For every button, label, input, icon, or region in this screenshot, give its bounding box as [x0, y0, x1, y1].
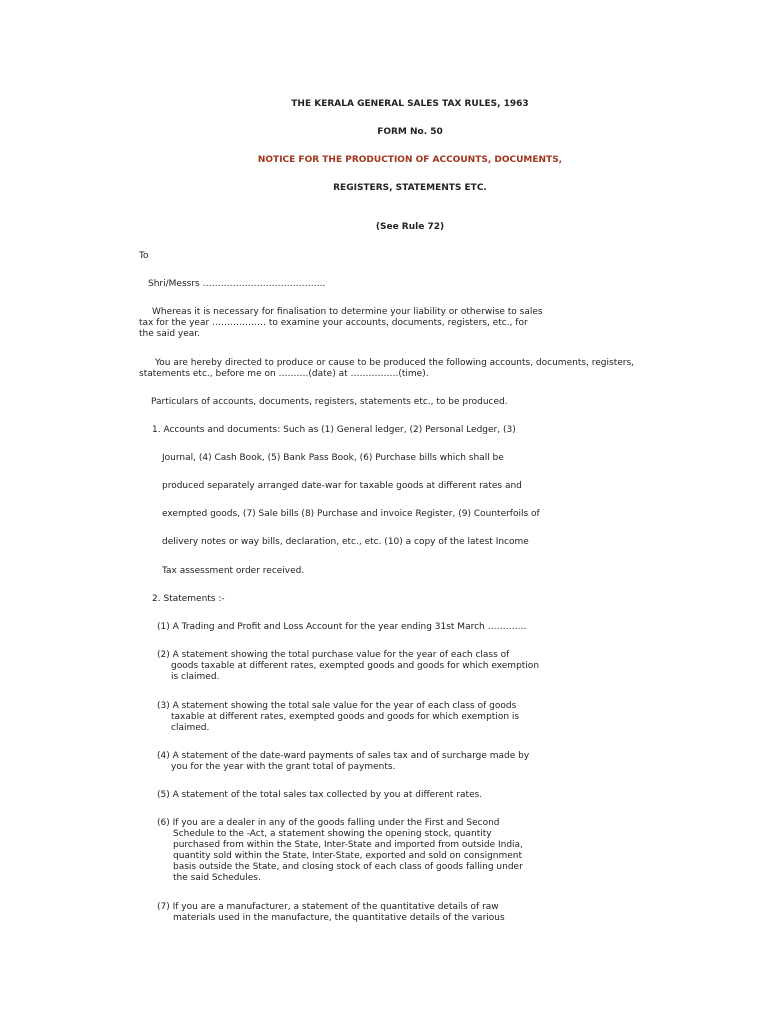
accounts-line-2: Journal, (4) Cash Book, (5) Bank Pass Book, (6) Purchase bills which shall be	[162, 453, 504, 463]
statement-7-line-2: materials used in the manufacture, the quantitative details of the various	[173, 913, 505, 923]
whereas-line-1: Whereas it is necessary for finalisation to determine your liability or otherwise to sales	[152, 307, 543, 317]
document-title: THE KERALA GENERAL SALES TAX RULES, 1963	[291, 99, 529, 109]
accounts-line-4: exempted goods, (7) Sale bills (8) Purchase and invoice Register, (9) Counterfoils of	[162, 509, 540, 519]
statement-6-line-1: (6) If you are a dealer in any of the goods falling under the First and Second	[157, 818, 500, 828]
statement-2-line-1: (2) A statement showing the total purchase value for the year of each class of	[157, 650, 510, 660]
addressee-to: To	[139, 251, 149, 261]
whereas-line-3: the said year.	[139, 329, 201, 339]
statement-6-line-4: quantity sold within the State, Inter-State, exported and sold on consignment	[173, 851, 523, 861]
statement-3-line-2: taxable at different rates, exempted goods and goods for which exemption is	[171, 712, 520, 722]
notice-heading-line-2: REGISTERS, STATEMENTS ETC.	[333, 183, 487, 193]
addressee-name: Shri/Messrs …………………………………..	[148, 279, 326, 289]
statement-6-line-5: basis outside the State, and closing stock of each class of goods falling under	[173, 862, 523, 872]
notice-heading-line-1: NOTICE FOR THE PRODUCTION OF ACCOUNTS, DOCUMENTS,	[257, 155, 563, 165]
statements-heading: 2. Statements :-	[152, 594, 225, 604]
accounts-line-6: Tax assessment order received.	[162, 566, 305, 576]
statement-3-line-1: (3) A statement showing the total sale value for the year of each class of goods	[157, 701, 517, 711]
statement-6-line-3: purchased from within the State, Inter-State and imported from outside India,	[173, 840, 523, 850]
form-number: FORM No. 50	[377, 127, 443, 137]
directed-line-1: You are hereby directed to produce or cause to be produced the following accounts, documents, registers,	[155, 358, 635, 368]
statement-2-line-3: is claimed.	[171, 672, 220, 682]
accounts-line-1: 1. Accounts and documents: Such as (1) General ledger, (2) Personal Ledger, (3)	[152, 425, 516, 435]
accounts-line-5: delivery notes or way bills, declaration, etc., etc. (10) a copy of the latest Income	[162, 537, 529, 547]
statement-2-line-2: goods taxable at different rates, exempted goods and goods for which exemption	[171, 661, 540, 671]
whereas-line-2: tax for the year ……………… to examine your accounts, documents, registers, etc., for	[139, 318, 528, 328]
accounts-line-3: produced separately arranged date-war for taxable goods at different rates and	[162, 481, 522, 491]
directed-line-2: statements etc., before me on ……….(date) at …………….(time).	[139, 369, 429, 379]
statement-5: (5) A statement of the total sales tax collected by you at different rates.	[157, 790, 483, 800]
statement-3-line-3: claimed.	[171, 723, 210, 733]
statement-6-line-6: the said Schedules.	[173, 873, 261, 883]
rule-reference: (See Rule 72)	[375, 222, 445, 232]
statement-6-line-2: Schedule to the -Act, a statement showing the opening stock, quantity	[173, 829, 492, 839]
statement-4-line-2: you for the year with the grant total of payments.	[171, 762, 396, 772]
particulars-intro: Particulars of accounts, documents, registers, statements etc., to be produced.	[151, 397, 508, 407]
statement-7-line-1: (7) If you are a manufacturer, a statement of the quantitative details of raw	[157, 902, 499, 912]
statement-1: (1) A Trading and Profit and Loss Account for the year ending 31st March ………….	[157, 622, 527, 632]
statement-4-line-1: (4) A statement of the date-ward payments of sales tax and of surcharge made by	[157, 751, 530, 761]
